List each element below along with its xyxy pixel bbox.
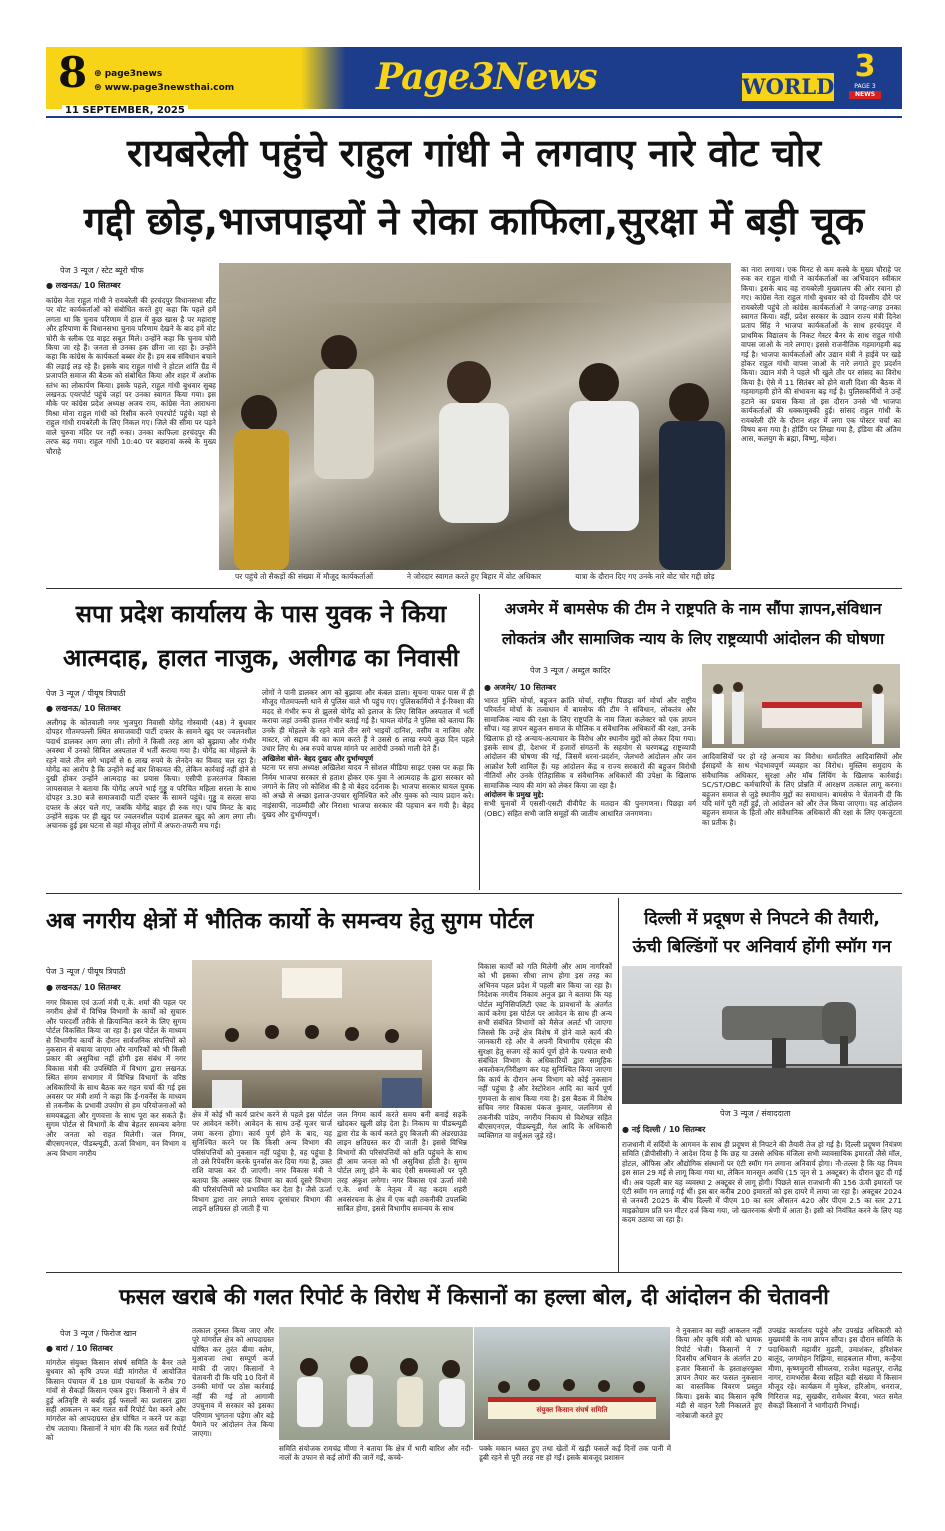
sapa-col1: अलीगढ़ के कोतवाली नगर भुजपुरा निवासी योगेंद्र गोस्वामी (48) ने बुधवार दोपहर गौतमपल्ली स्थित समाजवादी पार्टी दफ्तर के सामने खुद पर ज्वलनशील पदार्थ डालकर आग लगा ली। लोगों ने किसी तरह आग को बुझाया और गंभीर अवस्था में उनको सिविल अस्पताल में भर्ती कराया गया है। योगेंद्र का मोहल्ले के रहने वाले तीन सगे भाइयों से 6 लाख रुपये के लेनदेन का विवाद चल रहा है। योगेंद्र का आरोप है कि उन्होंने कई बार शिकायत की, लेकिन कार्रवाई नहीं होने से दुखी होकर उन्होंने आत्मदाह का प्रयास किया। एसीपी हजरतगंज विकास जायसवाल ने बताया कि योगेंद्र अपने भाई गुड्डू व परिचित महिला सरला के साथ दोपहर 3.30 बजे समाजवादी पार्टी दफ्तर के सामने पहुंचे। गुड्डू व सरला सपा दफ्तर के अंदर चले गए, जबकि योगेंद्र बाहर ही रुक गए। पांच मिनट के बाद उन्होंने सड़क पर ही खुद पर ज्वलनशील पदार्थ डालकर खुद को आग लगा ली। अचानक हुई इस घटना से वहां मौजूद लोगों में अफरा-तफरी मच गई।: [46, 718, 256, 831]
farmers-col1: मांगरोल संयुक्त किसान संघर्ष समिति के बैनर तले बुधवार को कृषि उपज मंडी मांगरोल में आयोजित किसान पंचायत में 18 ग्राम पंचायतों के करीब 70 गांवों से सैकड़ों किसान एकत्र हुए। किसानों ने क्षेत्र में हुई अतिवृष्टि से बर्बाद हुई फसलों का प्रशासन द्वारा सही आकलन न कर गलत सर्वे रिपोर्ट पेश करने और मांगरोल को आपदाग्रस्त क्षेत्र घोषित न करने पर कड़ा रोष जताया। किसानों ने मांग की कि गलत सर्वे रिपोर्ट को: [46, 1358, 186, 1443]
sapa-headline-2: आत्मदाह, हालत नाजुक, अलीगढ का निवासी: [62, 644, 460, 672]
vertical-divider-2: [618, 898, 619, 1272]
farmers-col3: समिति संयोजक रामचंद्र मीणा ने बताया कि क्षेत्र में भारी बारिश और नदी-नालों के उफान से कई लोगों की जानें गईं, कच्चे-: [279, 1444, 473, 1463]
smog-gun-illustration: [622, 966, 902, 1104]
masthead: [46, 47, 902, 109]
website-2: ⊛ www.page3newsthai.com: [94, 83, 235, 93]
portal-headline: अब नगरीय क्षेत्रों में भौतिक कार्यो के समन्वय हेतु सुगम पोर्टल: [46, 909, 534, 934]
lead-dateline: ● लखनऊ/ 10 सितम्बर: [46, 281, 121, 290]
sapa-col2-a: लोगों ने पानी डालकर आग को बुझाया और कंबल डाला। सूचना पाकर पास में ही मौजूद गौतमपल्ली थाने से पुलिस वाले भी पहुंच गए। पुलिसकर्मियों ने ई-रिक्शा की मदद से गंभीर रूप से झुलसे योगेंद्र को इलाज के लिए सिविल अस्पताल में भर्ती कराया जहां उनकी हालत गंभीर बताई गई है। घायल योगेंद्र ने पुलिस को बताया कि उनके ही मोहल्ले के रहने वाले तीन सगे भाइयों दानिश, वसीम व नाजिम और मास्टर, जो सद्दाम की का काम करते हैं ने उससे 6 लाख रुपये कुछ दिन पहले उधार लिए थे। अब रुपये वापस मांगने पर आरोपी उनको गाली देते हैं।: [262, 688, 474, 754]
page-number: 8: [58, 48, 88, 97]
portal-col1: नगर विकास एवं ऊर्जा मंत्री ए.के. शर्मा की पहल पर नगरीय क्षेत्रों में विभिन्न विभागों के कार्यों को सुचारु और पारदर्शी तरीके से क्रियान्वित करने के लिए सुगम पोर्टल विकसित किया जा रहा है। इस पोर्टल के माध्यम से विभागीय कार्यों के दौरान सार्वजनिक संपत्तियों को नुकसान से बचाया जाएगा और नागरिकों को भी किसी प्रकार की असुविधा नहीं होगी इस संबंध में नगर विकास मंत्री की उपस्थिति में विभाग द्वारा लखनऊ स्थित संगम सभागार में विभिन्न विभागों के वरिष्ठ अधिकारियों के साथ बैठक कर गहन चर्चा की गई इस अवसर पर मंत्री शर्मा ने कहा कि ई-गवर्नेंस के माध्यम से तकनीक के प्रभावी उपयोग से हम परियोजनाओं को समयबद्धता और गुणवत्ता के साथ पूरा कर सकते हैं। सुगम पोर्टल से विभागों के बीच बेहतर समन्वय बनेगा और जनता को राहत मिलेगी। जल निगम, बीएसएनएल, पीडब्ल्यूडी, ऊर्जा विभाग, वन विभाग व अन्य विभाग नगरीय: [46, 998, 186, 1158]
divider-1: [46, 588, 902, 589]
masthead-left-yellow-band: [46, 47, 346, 109]
lead-headline-2: गद्दी छोड़,भाजपाइयों ने रोका काफिला,सुरक्षा में बड़ी चूक: [83, 199, 865, 243]
protest-group-illustration: [702, 664, 900, 748]
farmers-banner-text: संयुक्त किसान संघर्ष समिति: [536, 1406, 608, 1414]
portal-dateline: ● लखनऊ/ 10 सितम्बर: [46, 983, 121, 992]
farmers-byline: पेज 3 न्यूज / फिरोज खान: [60, 1329, 137, 1338]
delhi-dateline: ● नई दिल्ली / 10 सितम्बर: [622, 1125, 706, 1134]
portal-col3: जल निगम कार्य करते समय बनी बनाई सड़कें खोदकर खुली छोड़ देता है। निकाय या पीडब्ल्यूडी द्वारा रोड के कार्य करते हुए बिजली की अंडरग्राउंड लाइन क्षतिग्रस्त कर दी जाती है। इससे विभिन्न विभागों की परिसंपत्तियों को क्षति पहुंचने के साथ ही आम जनता को भी असुविधा होती है। सुगम पोर्टल लागू होने के बाद ऐसी समस्याओं पर पूरी तरह अंकुश लगेगा। नगर विकास एवं ऊर्जा मंत्री ए.के. शर्मा के नेतृत्व में यह कदम शहरी अवसंरचना के क्षेत्र में एक बड़ी तकनीकी उपलब्धि साबित होगा, इससे विभागीय समन्वय के साथ: [337, 1110, 467, 1214]
section-label-box: [742, 73, 834, 101]
badge-line2: NEWS: [849, 91, 881, 99]
portal-col2: क्षेत्र में कोई भी कार्य प्रारंभ करने से पहले इस पोर्टल पर आवेदन करेंगे। आवेदन के साथ उन्हें यूजर चार्ज जमा करना होगा। कार्य पूर्ण होने के बाद, यह सुनिश्चित करने पर कि किसी अन्य विभाग की परिसंपत्तियों को नुकसान नहीं पहुंचा है, वह पहुंचा है तो उसे रिपेयरिंग करके पुनर्वास कर दिया गया है, उक्त राशि वापस कर दी जाएगी। नगर विकास मंत्री ने बताया कि अक्सर एक विभाग का कार्य दूसरे विभाग की परिसंपत्तियों को प्रभावित कर देता है। जैसे ऊर्जा विभाग द्वारा तार लगाते समय दूरसंचार विभाग की लाइनें क्षतिग्रस्त हो जाती हैं या: [192, 1110, 332, 1214]
sapa-subhead: अखिलेश बोले- बेहद दुखद और दुर्भाग्यपूर्ण: [262, 753, 374, 763]
lead-caption-2: ने जोरदार स्वागत करते हुए बिहार में वोट अधिकार: [406, 572, 542, 581]
ajmer-byline: पेज 3 न्यूज / अब्दुल कादिर: [530, 666, 611, 675]
portal-col4: विकास कार्यों को गति मिलेगी और आम नागरिकों को भी इसका सीधा लाभ होगा इस तरह का अभिनव पहल प्रदेश में पहली बार किया जा रहा है। निदेशक नगरीय निकाय अनुज झा ने बताया कि यह पोर्टल म्युनिसिपलिटी एक्ट के प्रावधानों के अंतर्गत कार्य करेगा इस पोर्टल पर आवेदन के साथ ही अन्य सभी संबंधित विभागों को मैसेज अलर्ट भी जाएगा जिससे कि उन्हें क्षेत्र विशेष में होने वाले कार्य की जानकारी रहे और वे अपनी विभागीय एसेट्स की सुरक्षा हेतु सजग रहें कार्य पूर्ण होने के पश्चात सभी संबंधित विभाग के अधिकारियों द्वारा सामूहिक अवलोकन/निरीक्षण कर यह सुनिश्चित किया जाएगा कि कार्य के दौरान अन्य विभाग को कोई नुकसान नहीं पहुंचा है और रेस्टोरेशन आदि का कार्य पूर्ण गुणवत्ता के साथ किया गया है। इस बैठक में विशेष सचिव नगर विकास पंकज कुमार, जलनिगम से तकनीकी पांडेय, नगरीय निकाय से विशेषज्ञ सहित बीएसएनएल, पीडब्ल्यूडी, गेल आदि के अधिकारी व्यक्तिगत या वर्चुअल जुड़े रहे।: [478, 962, 612, 1141]
lead-caption-3: यात्रा के दौरान दिए गए उनके नारे वोट चोर गद्दी छोड़: [575, 572, 715, 581]
masthead-rule: [46, 116, 902, 118]
website-1: ⊕ page3news: [94, 69, 163, 79]
farmers-headline: फसल खराबे की गलत रिपोर्ट के विरोध में किसानों का हल्ला बोल, दी आंदोलन की चेतावनी: [119, 1285, 829, 1310]
lead-col1: कांग्रेस नेता राहुल गांधी ने रायबरेली की हरचंदपुर विधानसभा सीट पर वोट कार्यकर्ताओं को संबोधित करते हुए कहा कि पहले हमें लगता था कि चुनाव परिणाम में हाल में कुछ खास है पर महाराष्ट्र और हरियाणा के विधानसभा चुनाव परिणाम देखने के बाद हमें वोट चोरी के स्लीक एंड वाइट सबूत मिले। उन्होंने कहा कि चुनाव चोरी किया जा रहे हैं। जनता से उनका हक छीना जा रहा है। उन्होंने कहा कि कांग्रेस के कार्यकर्ता बब्बर शेर हैं। हम सब संविधान बचाने की लड़ाई लड़ रहे हैं। इसके बाद राहुल गांधी ने होटल शांति ग्रैंड में प्रजापति समाज की बैठक को संबोधित किया और शहर में अशोक स्तंभ का लोकार्पण किया। इसके पहले, राहुल गांधी बुधवार सुबह लखनऊ एयरपोर्ट पहुंचे जहां पर उनका स्वागत किया गया। इस मौके पर कांग्रेस प्रदेश अध्यक्ष अजय राय, कांग्रेस नेता आराधना मिश्रा मोना राहुल गांधी को रिसीव करने एयरपोर्ट पहुंचे। यहां से राहुल गांधी रायबरेली के लिए निकल गए। जिले की सीमा पर पड़ने वाले चुरुवा मंदिर पर नहीं रुका। उनका काफिला हरचंदपुर की तरफ बढ़ गया। राहुल गांधी 10:40 पर बछरावां कस्बे के मुख्य चौराहे: [46, 296, 216, 456]
farmers-photo-1: [279, 1327, 473, 1440]
delhi-headline-1: दिल्ली में प्रदूषण से निपटने की तैयारी,: [644, 909, 880, 929]
web-icon: ⊕: [94, 69, 105, 79]
ajmer-col2: आदिवासियों पर हो रहे अन्याय का विरोध। धर्मांतरित आदिवासियों और ईसाइयों के साथ भेदभावपूर्ण व्यवहार का विरोध। मुस्लिम समुदाय के संवैधानिक अधिकार, सुरक्षा और मॉब लिंचिंग के खिलाफ कार्रवाई। SC/ST/OBC कर्मचारियों के लिए प्रोन्नति में आरक्षण तत्काल लागू करना। बहुजन समाज से जुड़े स्थानीय मुद्दों का समाधान। बामसेफ ने चेतावनी दी कि यदि मांगें पूरी नहीं हुईं, तो आंदोलन को और तेज किया जाएगा। यह आंदोलन बहुजन समाज के हितों और संवैधानिक अधिकारों की रक्षा के लिए एकजुटता का प्रतीक है।: [702, 752, 902, 827]
delhi-headline-2: ऊंची बिल्डिंगों पर अनिवार्य होंगी स्मॉग गन: [632, 937, 892, 957]
lead-headline-1: रायबरेली पहुंचे राहुल गांधी ने लगवाए नारे वोट चोर: [126, 131, 822, 175]
farmers-col6: उपखंड कार्यालय पहुंचे और उपखंड अधिकारी को मुख्यमंत्री के नाम ज्ञापन सौंपा। इस दौरान समिति के पदाधिकारी महावीर मुडली, उमाशंकर, हरिशंकर बालूंद, जगमोहन रिझिया, साहबलाल मीणा, कन्हैया मीणा, कृष्णमुरारी सीमलया, राजेश महलपुर, राजेंद्र नागर, रामभरोस बैरवा सहित बड़ी संख्या में किसान मौजूद रहे। कार्यक्रम में मुकेश, हरिओम, धनराज, गिरिराज मड़, सुखबीर, रामेश्वर बैरवा, भरत समेत सैकड़ों किसानों ने भागीदारी निभाई।: [768, 1326, 902, 1411]
sapa-dateline: ● लखनऊ/ 10 सितम्बर: [46, 704, 121, 713]
vertical-divider-1: [479, 594, 480, 890]
lead-col3: का नारा लगाया। एक मिनट से कम कस्बे के मुख्य चौराहे पर रुक कर राहुल गांधी ने कार्यकर्ताओं का अभिवादन स्वीकार किया। इसके बाद वह रायबरेली मुख्यालय की ओर रवाना हो गए। कांग्रेस नेता राहुल गांधी बुधवार को दो दिवसीय दौरे पर रायबरेली पहुंचे तो कांग्रेस कार्यकर्ताओं ने जगह-जगह उनका स्वागत किया। वहीं, प्रदेश सरकार के उद्यान राज्य मंत्री दिनेश प्रताप सिंह ने भाजपा कार्यकर्ताओं के साथ हरचंदपुर में प्राथमिक विद्यालय के निकट गेस्टर बैनर के साथ राहुल गांधी वापस जाओ के नारे लगाए। इससे राजनीतिक गहमागहमी बढ़ गई है। भाजपा कार्यकर्ताओं और उद्यान मंत्री ने हाईवे पर खड़े होकर राहुल गांधी वापस जाओ के नारे लगाते हुए प्रदर्शन किया। उद्यान मंत्री ने पहले भी खुले तौर पर सांसद का विरोध किया है। ऐसे में 11 सितंबर को होने वाली दिशा की बैठक में गहमागहमी होने की संभावना बढ़ गई है। पुलिसकर्मियों ने उन्हें हटाने का प्रयास किया तो इस दौरान उनसे भी भाजपा कार्यकर्ताओं की धक्कामुक्की हुई। सांसद राहुल गांधी के रायबरेली दौरे के दौरान शहर में लगा एक पोस्टर चर्चा का विषय बना गया है। होर्डिंग पर लिखा गया है, इंडिया की अंतिम आस, कलयुग के ब्रह्मा, विष्णु, महेश।: [741, 265, 901, 444]
logo-text: Page3News: [376, 56, 597, 98]
sapa-byline: पेज 3 न्यूज / पीयूष त्रिपाठी: [46, 689, 126, 698]
lead-caption-1: पर पहुंचे तो सैकड़ों की संख्या में मौजूद कार्यकर्ताओं: [234, 572, 373, 581]
issue-date: 11 SEPTEMBER, 2025: [62, 105, 188, 117]
crowd-illustration: [219, 263, 731, 570]
ajmer-col1-a: भारत मुक्ति मोर्चा, बहुजन क्रांति मोर्चा, राष्ट्रीय पिछड़ा वर्ग मोर्चा और राष्ट्रीय परिवर्तन मोर्चा के तत्वाधान में बामसेफ की टीम ने संविधान, लोकतंत्र और सामाजिक न्याय की रक्षा के लिए राष्ट्रपति के नाम जिला कलेक्टर को एक ज्ञापन सौंपा। यह ज्ञापन बहुजन समाज के मौलिक व संवैधानिक अधिकारों की रक्षा, उनके खिलाफ हो रहे अन्याय-अत्याचार के विरोध और स्थानीय मुद्दों को लेकर दिया गया। इसके साथ ही, देशभर में हजारों संगठनों के सहयोग से चरणबद्ध राष्ट्रव्यापी आंदोलन की घोषणा की गई, जिसमें धरना-प्रदर्शन, जेलभरो आंदोलन और जन आक्रोश रैली शामिल हैं। यह आंदोलन केंद्र व राज्य सरकारों की बहुजन विरोधी नीतियों और उनके ऐतिहासिक व संवैधानिक अधिकारों की उपेक्षा के खिलाफ सामाजिक न्याय की मांग को लेकर किया जा रहा है।: [484, 696, 696, 790]
farmers-rally-illustration: [474, 1327, 670, 1440]
farmers-col2: तत्काल दुरुस्त किया जाए और पूरे मांगरोल क्षेत्र को आपदाग्रस्त घोषित कर तुरंत बीमा क्लेम, मुआवजा तथा सम्पूर्ण कर्ज माफी दी जाए। किसानों ने चेतावनी दी कि यदि 10 दिनों में उनकी मांगों पर ठोस कार्रवाई नहीं की गई तो आगामी उपचुनाव में सरकार को इसका परिणाम भुगतना पड़ेगा और बड़े पैमाने पर आंदोलन तेज किया जाएगा।: [192, 1326, 274, 1439]
divider-3: [46, 1272, 902, 1273]
farmers-col4: पक्के मकान ध्वस्त हुए तथा खेतों में खड़ी फसलें कई दिनों तक पानी में डूबी रहने से पूरी तरह नष्ट हो गईं। इसके बावजूद प्रशासन: [479, 1444, 671, 1463]
ajmer-photo: [702, 664, 900, 748]
lead-photo: [219, 263, 731, 570]
divider-2: [46, 893, 902, 894]
ajmer-col1: [484, 696, 696, 886]
ajmer-col1-b: सभी चुनावों में एससी-एसटी वीवीपैट के मतदान की पुनःगणना। पिछड़ा वर्ग (OBC) सहित सभी जाति समूहों की जातीय आधारित जनगणना।: [484, 799, 696, 818]
portal-byline: पेज 3 न्यूज / पीयूष त्रिपाठी: [46, 967, 126, 976]
sapa-col2-b: घटना पर सपा अध्यक्ष अखिलेश यादव ने सोशल मीडिया साइट एक्स पर कहा कि निर्मम भाजपा सरकार से हताश होकर एक युवा ने आत्मदाह के द्वारा सरकार को जगाने के लिए जो कोशिश की है वो बेहद दर्दनाक है। भाजपा सरकार घायल युवक को अच्छे से अच्छा इलाज-उपचार सुनिश्चित करे और युवक को न्याय प्रदान करे। नाइंसाफी, नाउम्मीदी और निराशा भाजपा सरकार की पहचान बन गयी है। बेहद दुखद और दुर्भाग्यपूर्ण।: [262, 763, 474, 820]
delhi-byline: पेज 3 न्यूज / संवाददाता: [720, 1109, 791, 1118]
sapa-col2: [262, 688, 474, 886]
ajmer-headline-1: अजमेर में बामसेफ की टीम ने राष्ट्रपति के नाम सौंपा ज्ञापन,संविधान: [504, 600, 882, 618]
portal-photo: [192, 960, 432, 1108]
meeting-illustration: [192, 960, 432, 1108]
farmers-meeting-illustration: [279, 1327, 473, 1440]
ajmer-subhead: आंदोलन के प्रमुख मुद्दे:: [484, 790, 544, 800]
lead-byline: पेज 3 न्यूज / स्टेट ब्यूरो चीफ: [60, 266, 144, 275]
delhi-photo: [622, 966, 902, 1104]
sapa-headline-1: सपा प्रदेश कार्यालय के पास युवक ने किया: [75, 600, 447, 628]
section-label: WORLD: [742, 74, 835, 99]
farmers-col5: ने नुकसान का सही आकलन नहीं किया और कृषि मंत्री को भ्रामक रिपोर्ट भेजी। किसानों ने 7 दिवसीय अभियान के अंतर्गत 20 हजार किसानों के हस्ताक्षरयुक्त ज्ञापन तैयार कर फसल नुकसान का वास्तविक विवरण प्रस्तुत किया। इसके बाद किसान कृषि मंडी से वाहन रैली निकालते हुए नारेबाजी करते हुए: [676, 1326, 762, 1420]
delhi-body: राजधानी में सर्दियों के आगमन के साथ ही प्रदूषण से निपटने की तैयारी तेज हो गई है। दिल्ली प्रदूषण नियंत्रण समिति (डीपीसीसी) ने आदेश दिया है कि छह या उससे अधिक मंजिला सभी व्यावसायिक इमारतों जैसे मॉल, होटल, ऑफिस और औद्योगिक संस्थानों पर एंटी स्मॉग गन लगाना अनिवार्य होगा। नौ-तल्ला है कि यह नियम इस साल 29 मई से लागू किया गया था, लेकिन मानसून अवधि (15 जून से 1 अक्टूबर) के दौरान छूट दी गई थी। अब पहली बार यह व्यवस्था 2 अक्टूबर से लागू होगी। पिछले साल राजधानी की 156 ऊंची इमारतों पर एंटी स्मॉग गन लगाई गई थीं। इस बार करीब 200 इमारतों को इस दायरे में लाया जा रहा है। अक्टूबर 2024 से जनवरी 2025 के बीच दिल्ली में पीएम 10 का स्तर औसतन 420 और पीएम 2.5 का स्तर 271 माइक्रोग्राम प्रति घन मीटर दर्ज किया गया, जो खतरनाक श्रेणी में आता है। इसी को नियंत्रित करने के लिए यह कदम उठाया जा रहा है।: [622, 1140, 902, 1225]
badge-line1: PAGE 3: [854, 83, 876, 90]
farmers-photo-2: [474, 1327, 670, 1440]
badge-number: 3: [854, 49, 876, 84]
ajmer-headline-2: लोकतंत्र और सामाजिक न्याय के लिए राष्ट्रव्यापी आंदोलन की घोषणा: [501, 630, 885, 648]
ajmer-dateline: ● अजमेर/ 10 सितम्बर: [484, 683, 556, 692]
badge-logo: [839, 51, 891, 105]
farmers-dateline: ● बारां / 10 सितम्बर: [46, 1344, 113, 1353]
globe-icon: ⊛: [94, 83, 105, 93]
